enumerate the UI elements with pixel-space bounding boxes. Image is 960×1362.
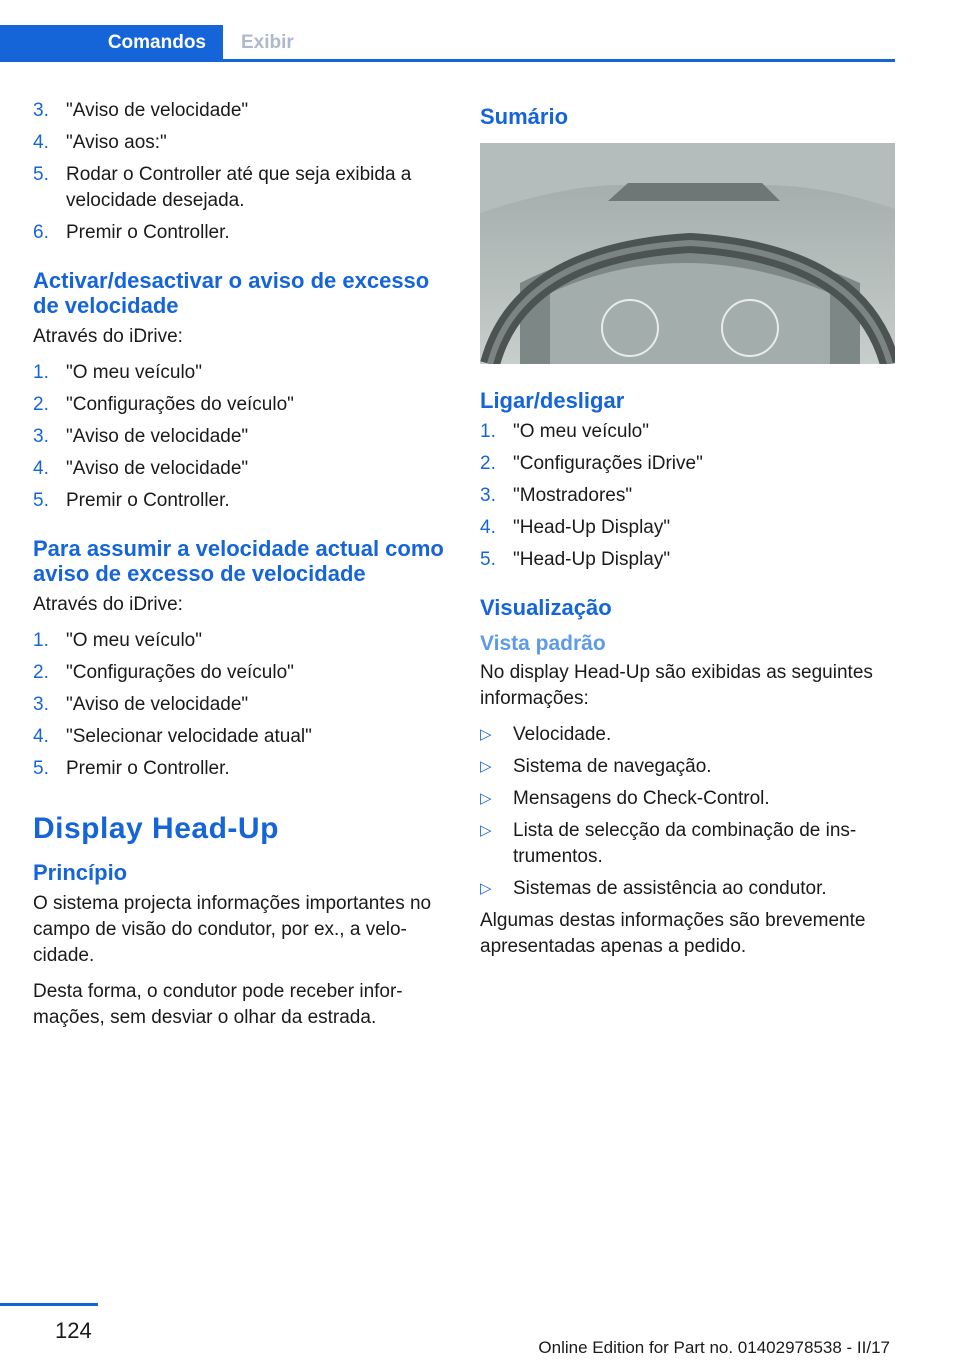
heading-display-head-up: Display Head-Up <box>33 812 279 845</box>
list-item: 4. "Aviso aos:" <box>33 132 167 153</box>
list-item: 3. "Aviso de velocidade" <box>33 426 249 447</box>
left-column <box>33 98 453 1041</box>
list-item: 4. "Selecionar velocidade atual" <box>33 726 312 747</box>
heading-assumir: Para assumir a velocidade actual como aviso de excesso de velocidade <box>33 536 444 586</box>
list-item: 3. "Aviso de velocidade" <box>33 100 249 121</box>
paragraph-desta-forma: Desta forma, o condutor pode receber infor- mações, sem desviar o olhar da estrada. <box>33 981 403 1028</box>
heading-sumario: Sumário <box>480 104 569 129</box>
tab-comandos[interactable]: Comandos <box>0 25 223 60</box>
list-item: 2. "Configurações do veículo" <box>33 394 294 415</box>
paragraph-principio: O sistema projecta informações importantes no campo de visão do condutor, por ex., a velo- cidade. <box>33 893 432 966</box>
paragraph-final: Algumas destas informações são brevemente apresentadas apenas a pedido. <box>480 910 866 957</box>
triangle-bullet-icon: ▷ <box>480 880 492 897</box>
header-divider <box>0 59 895 62</box>
bullet-list-informacoes <box>480 722 896 902</box>
steps-list-assumir <box>33 628 453 782</box>
list-item: 5. "Head-Up Display" <box>480 549 671 570</box>
paragraph-vista: No display Head-Up são exibidas as seguintes informações: <box>480 662 873 709</box>
triangle-bullet-icon: ▷ <box>480 726 492 743</box>
triangle-bullet-icon: ▷ <box>480 758 492 775</box>
list-item: 1. "O meu veículo" <box>33 630 202 651</box>
triangle-bullet-icon: ▷ <box>480 790 492 807</box>
list-item: 2. "Configurações do veículo" <box>33 662 294 683</box>
list-item: 5. Premir o Controller. <box>33 490 230 511</box>
list-item: 4. "Head-Up Display" <box>480 517 671 538</box>
list-item: 6. Premir o Controller. <box>33 222 230 243</box>
list-item: ▷ Sistemas de assistência ao condutor. <box>480 876 896 902</box>
intro-assumir: Através do iDrive: <box>33 594 183 615</box>
right-column <box>480 98 896 970</box>
heading-vista-padrao: Vista padrão <box>480 632 606 655</box>
list-item: 4. "Aviso de velocidade" <box>33 458 249 479</box>
list-item: ▷ Mensagens do Check-Control. <box>480 786 896 812</box>
list-item: 5. Rodar o Controller até que seja exibida a velocidade desejada. <box>33 164 412 211</box>
edition-note: Online Edition for Part no. 01402978538 - II/17 <box>538 1338 890 1357</box>
list-item: ▷ Sistema de navegação. <box>480 754 896 780</box>
hud-dashboard-illustration <box>480 143 895 364</box>
heading-ligar-desligar: Ligar/desligar <box>480 388 625 413</box>
steps-list-ligar <box>480 419 896 573</box>
list-item: ▷ Velocidade. <box>480 722 896 748</box>
heading-activar: Activar/desactivar o aviso de excesso de velocidade <box>33 268 430 318</box>
page-header <box>0 0 895 62</box>
intro-activar: Através do iDrive: <box>33 326 183 347</box>
list-item: 5. Premir o Controller. <box>33 758 230 779</box>
list-item: 3. "Aviso de velocidade" <box>33 694 249 715</box>
steps-list-aviso <box>33 98 453 246</box>
triangle-bullet-icon: ▷ <box>480 822 492 839</box>
steps-list-activar <box>33 360 453 514</box>
heading-visualizacao: Visualização <box>480 595 612 620</box>
heading-principio: Princípio <box>33 860 128 885</box>
page-number: 124 <box>55 1318 92 1343</box>
footer-divider <box>0 1303 98 1306</box>
list-item: 2. "Configurações iDrive" <box>480 453 703 474</box>
list-item: 3. "Mostradores" <box>480 485 633 506</box>
list-item: 1. "O meu veículo" <box>33 362 202 383</box>
list-item: ▷ Lista de selecção da combinação de ins- trumentos. <box>480 818 896 870</box>
tab-exibir[interactable]: Exibir <box>241 31 294 53</box>
list-item: 1. "O meu veículo" <box>480 421 649 442</box>
